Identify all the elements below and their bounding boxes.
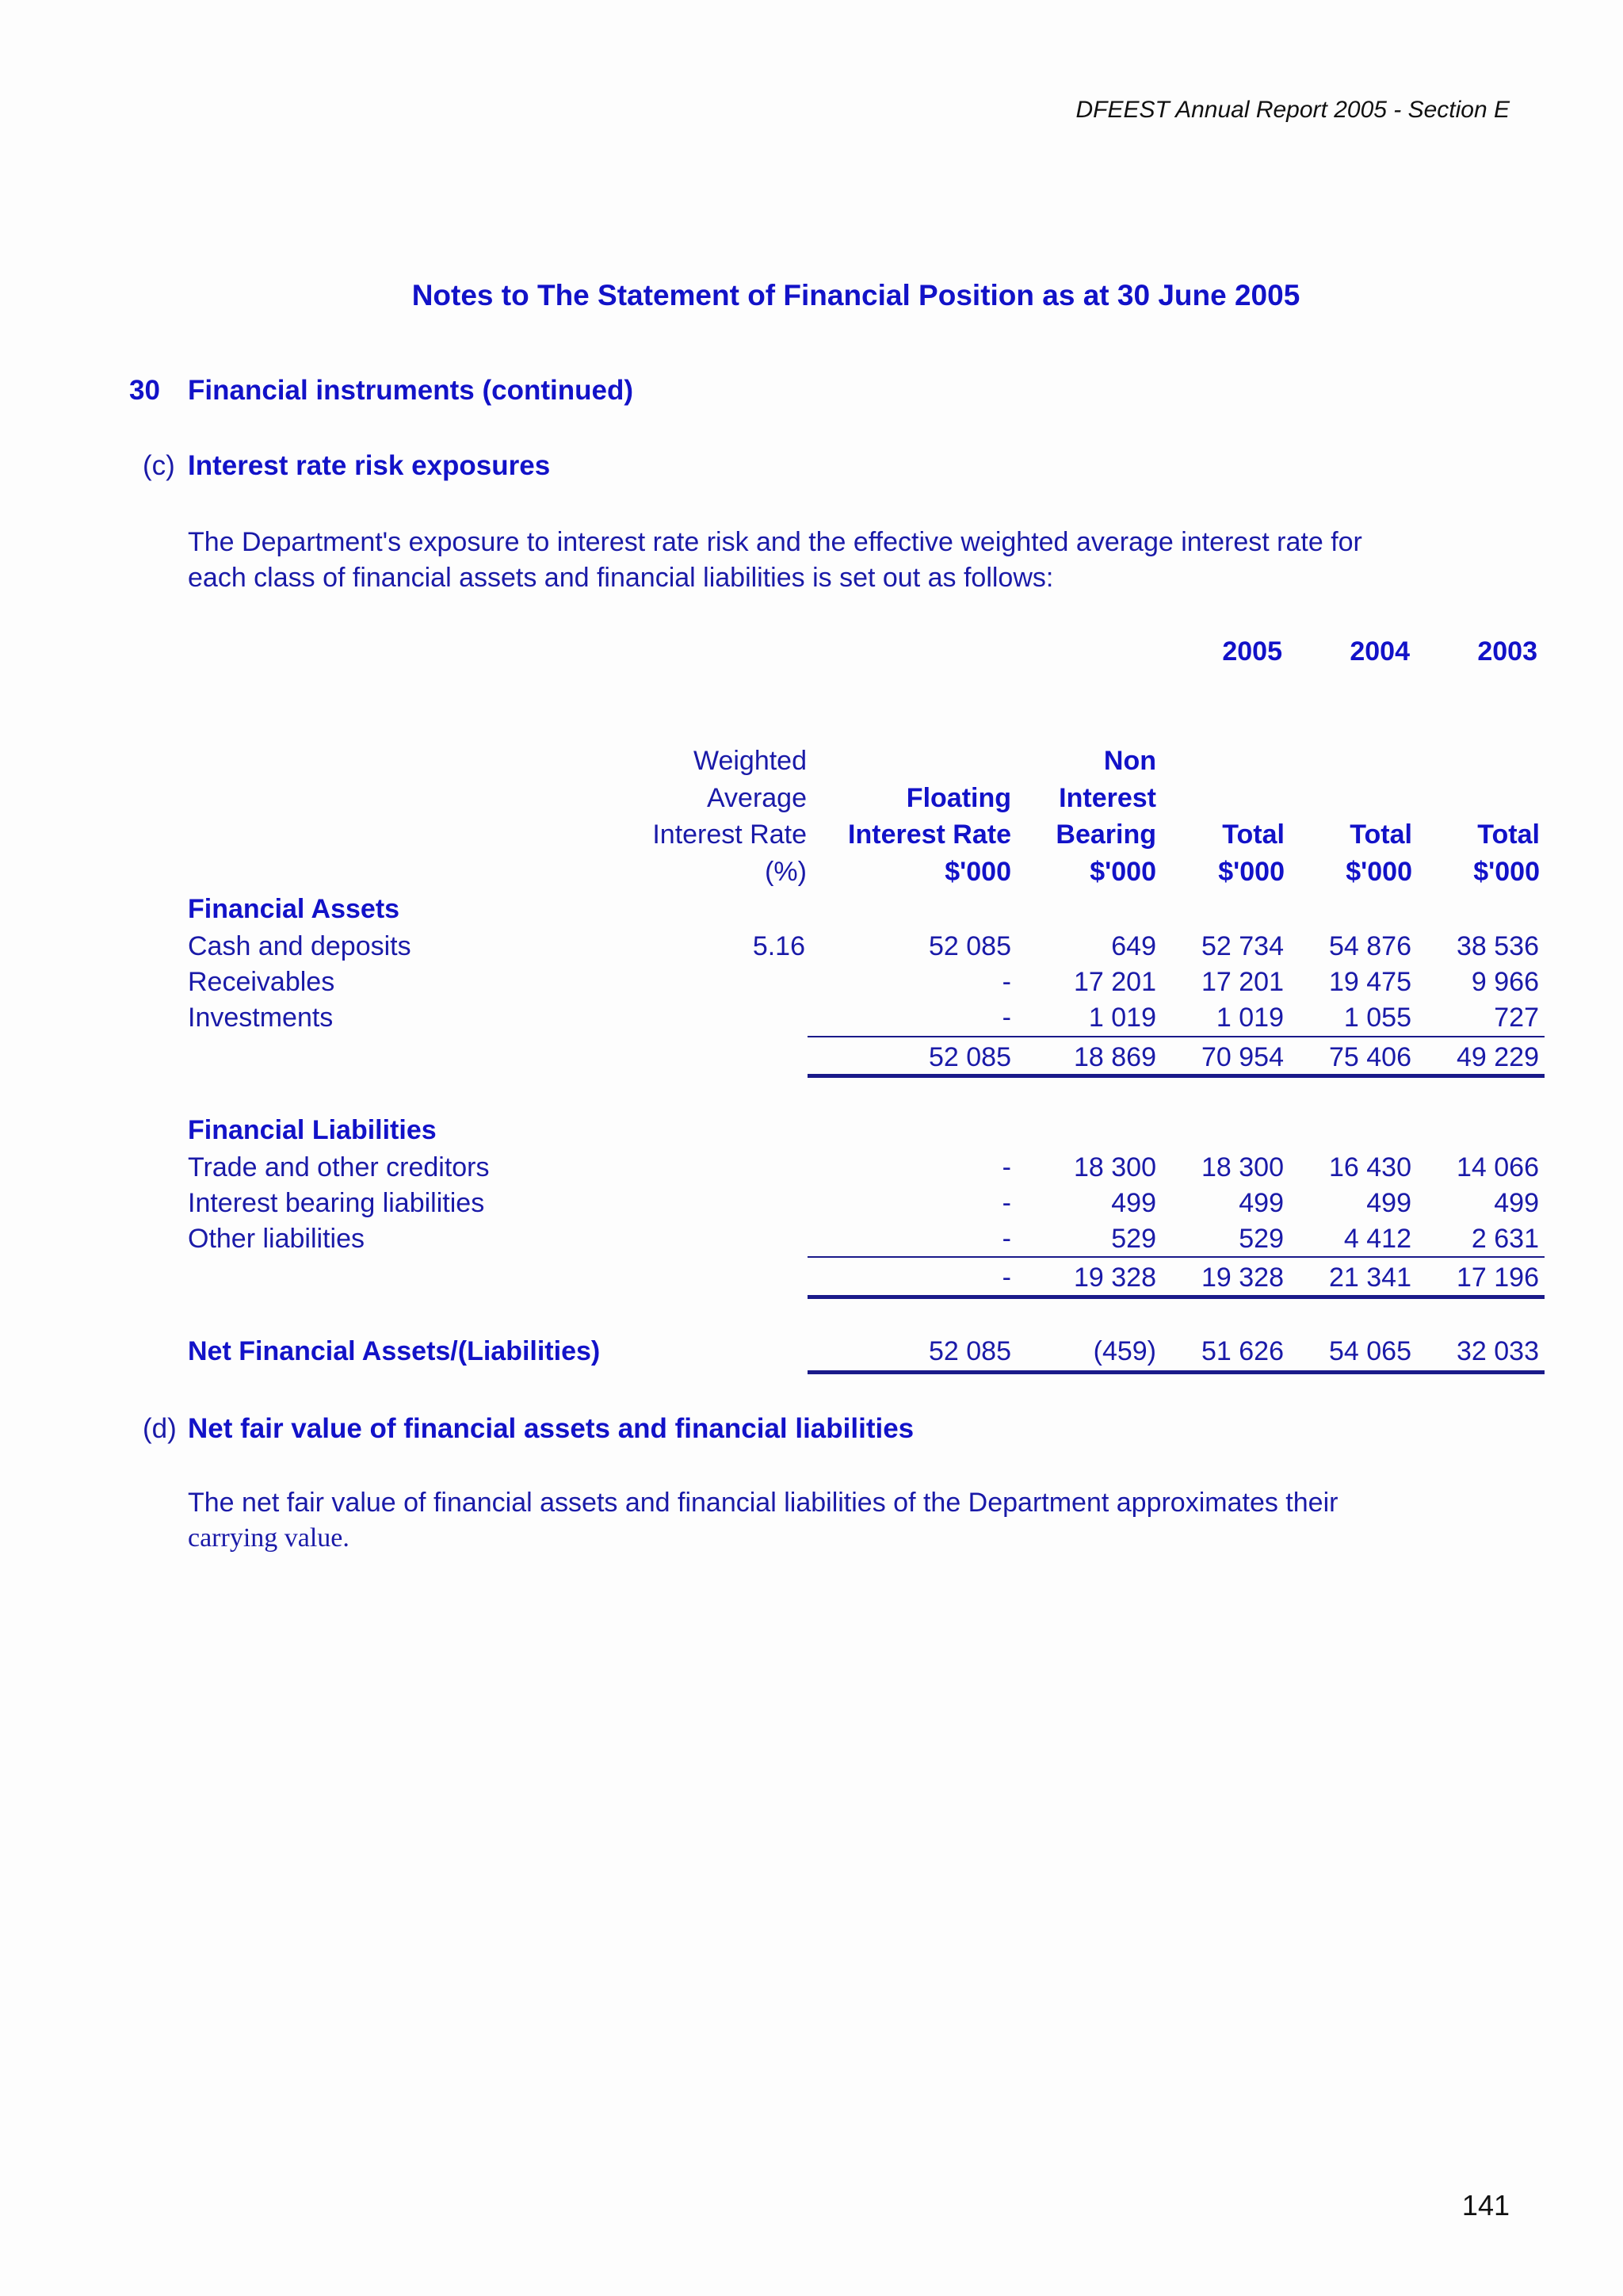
header-total-2004: Total <box>1350 819 1412 850</box>
header-average: Average <box>706 783 807 813</box>
section-d-title: Net fair value of financial assets and financial liabilities <box>188 1413 915 1444</box>
header-total-2005-unit: $'000 <box>1218 857 1285 887</box>
row-non-interest: 499 <box>1111 1188 1156 1218</box>
assets-subtotal-rule <box>808 1036 1545 1037</box>
header-bearing: Bearing <box>1056 819 1156 850</box>
assets-total-2003: 49 229 <box>1457 1042 1539 1072</box>
row-total-2003: 38 536 <box>1457 931 1539 961</box>
row-total-2004: 54 876 <box>1329 931 1411 961</box>
row-label: Cash and deposits <box>188 931 411 961</box>
row-total-2003: 727 <box>1494 1003 1539 1033</box>
row-label: Interest bearing liabilities <box>188 1188 485 1218</box>
year-header-2003: 2003 <box>1477 636 1537 667</box>
header-percent: (%) <box>765 857 807 887</box>
row-total-2003: 14 066 <box>1457 1152 1539 1182</box>
section-c-paragraph-line-1: The Department's exposure to interest rate risk and the effective weighted average interest rate for <box>188 527 1362 557</box>
net-total-2003: 32 033 <box>1457 1336 1539 1366</box>
liabilities-total-rule <box>808 1295 1545 1299</box>
header-non: Non <box>1103 746 1156 776</box>
section-c-paragraph-line-2: each class of financial assets and financial liabilities is set out as follows: <box>188 563 1054 593</box>
row-floating: - <box>1002 1003 1011 1033</box>
section-c-letter: (c) <box>143 450 175 481</box>
row-label: Receivables <box>188 967 335 997</box>
row-rate: 5.16 <box>752 931 805 961</box>
row-floating: - <box>1002 1152 1011 1182</box>
header-floating: Floating <box>906 783 1011 813</box>
net-total-2005: 51 626 <box>1201 1336 1284 1366</box>
liabilities-heading: Financial Liabilities <box>188 1115 437 1145</box>
section-c-title: Interest rate risk exposures <box>188 450 551 481</box>
assets-total-non-interest: 18 869 <box>1074 1042 1156 1072</box>
header-total-2003: Total <box>1477 819 1540 850</box>
row-total-2003: 499 <box>1494 1188 1539 1218</box>
row-total-2005: 18 300 <box>1201 1152 1284 1182</box>
row-total-2003: 9 966 <box>1471 967 1539 997</box>
header-non-interest-unit: $'000 <box>1090 857 1156 887</box>
year-header-2004: 2004 <box>1350 636 1410 667</box>
row-floating: - <box>1002 1224 1011 1254</box>
row-label: Trade and other creditors <box>188 1152 490 1182</box>
header-floating-interest-rate: Interest Rate <box>848 819 1011 850</box>
section-d-paragraph-line-1: The net fair value of financial assets and financial liabilities of the Department approximates their <box>188 1488 1338 1518</box>
assets-total-rule <box>808 1074 1545 1078</box>
header-total-2004-unit: $'000 <box>1346 857 1412 887</box>
row-total-2004: 16 430 <box>1329 1152 1411 1182</box>
liabilities-total-2005: 19 328 <box>1201 1263 1284 1293</box>
row-non-interest: 649 <box>1111 931 1156 961</box>
row-total-2004: 19 475 <box>1329 967 1411 997</box>
running-header: DFEEST Annual Report 2005 - Section E <box>1075 97 1510 123</box>
note-title: Financial instruments (continued) <box>188 375 633 406</box>
liabilities-total-2004: 21 341 <box>1329 1263 1411 1293</box>
net-total-2004: 54 065 <box>1329 1336 1411 1366</box>
row-total-2005: 529 <box>1239 1224 1284 1254</box>
row-total-2004: 4 412 <box>1343 1224 1411 1254</box>
net-label: Net Financial Assets/(Liabilities) <box>188 1336 601 1366</box>
row-total-2003: 2 631 <box>1471 1224 1539 1254</box>
liabilities-subtotal-rule <box>808 1256 1545 1258</box>
page-title: Notes to The Statement of Financial Position as at 30 June 2005 <box>411 279 1300 311</box>
assets-heading: Financial Assets <box>188 894 400 924</box>
row-total-2004: 1 055 <box>1343 1003 1411 1033</box>
row-non-interest: 17 201 <box>1074 967 1156 997</box>
row-non-interest: 18 300 <box>1074 1152 1156 1182</box>
row-total-2005: 17 201 <box>1201 967 1284 997</box>
header-total-2005: Total <box>1222 819 1285 850</box>
header-weighted: Weighted <box>693 746 807 776</box>
header-floating-unit: $'000 <box>945 857 1011 887</box>
row-total-2005: 499 <box>1239 1188 1284 1218</box>
net-total-rule <box>808 1370 1545 1374</box>
assets-total-2004: 75 406 <box>1329 1042 1411 1072</box>
row-total-2005: 1 019 <box>1216 1003 1284 1033</box>
page-number: 141 <box>1461 2189 1510 2222</box>
assets-total-floating: 52 085 <box>929 1042 1011 1072</box>
row-non-interest: 1 019 <box>1088 1003 1156 1033</box>
liabilities-total-non-interest: 19 328 <box>1074 1263 1156 1293</box>
liabilities-total-floating: - <box>1002 1263 1011 1293</box>
year-header-2005: 2005 <box>1222 636 1282 667</box>
header-interest: Interest <box>1059 783 1156 813</box>
row-label: Investments <box>188 1003 334 1033</box>
assets-total-2005: 70 954 <box>1201 1042 1284 1072</box>
row-non-interest: 529 <box>1111 1224 1156 1254</box>
liabilities-total-2003: 17 196 <box>1457 1263 1539 1293</box>
header-interest-rate: Interest Rate <box>652 819 807 850</box>
row-floating: - <box>1002 1188 1011 1218</box>
section-d-letter: (d) <box>143 1413 177 1444</box>
row-total-2004: 499 <box>1366 1188 1411 1218</box>
note-number: 30 <box>129 375 160 406</box>
row-label: Other liabilities <box>188 1224 365 1254</box>
row-floating: - <box>1002 967 1011 997</box>
row-total-2005: 52 734 <box>1201 931 1284 961</box>
section-d-paragraph-line-2: carrying value. <box>188 1523 349 1553</box>
net-floating: 52 085 <box>929 1336 1011 1366</box>
row-floating: 52 085 <box>929 931 1011 961</box>
net-non-interest: (459) <box>1093 1336 1156 1366</box>
header-total-2003-unit: $'000 <box>1473 857 1540 887</box>
